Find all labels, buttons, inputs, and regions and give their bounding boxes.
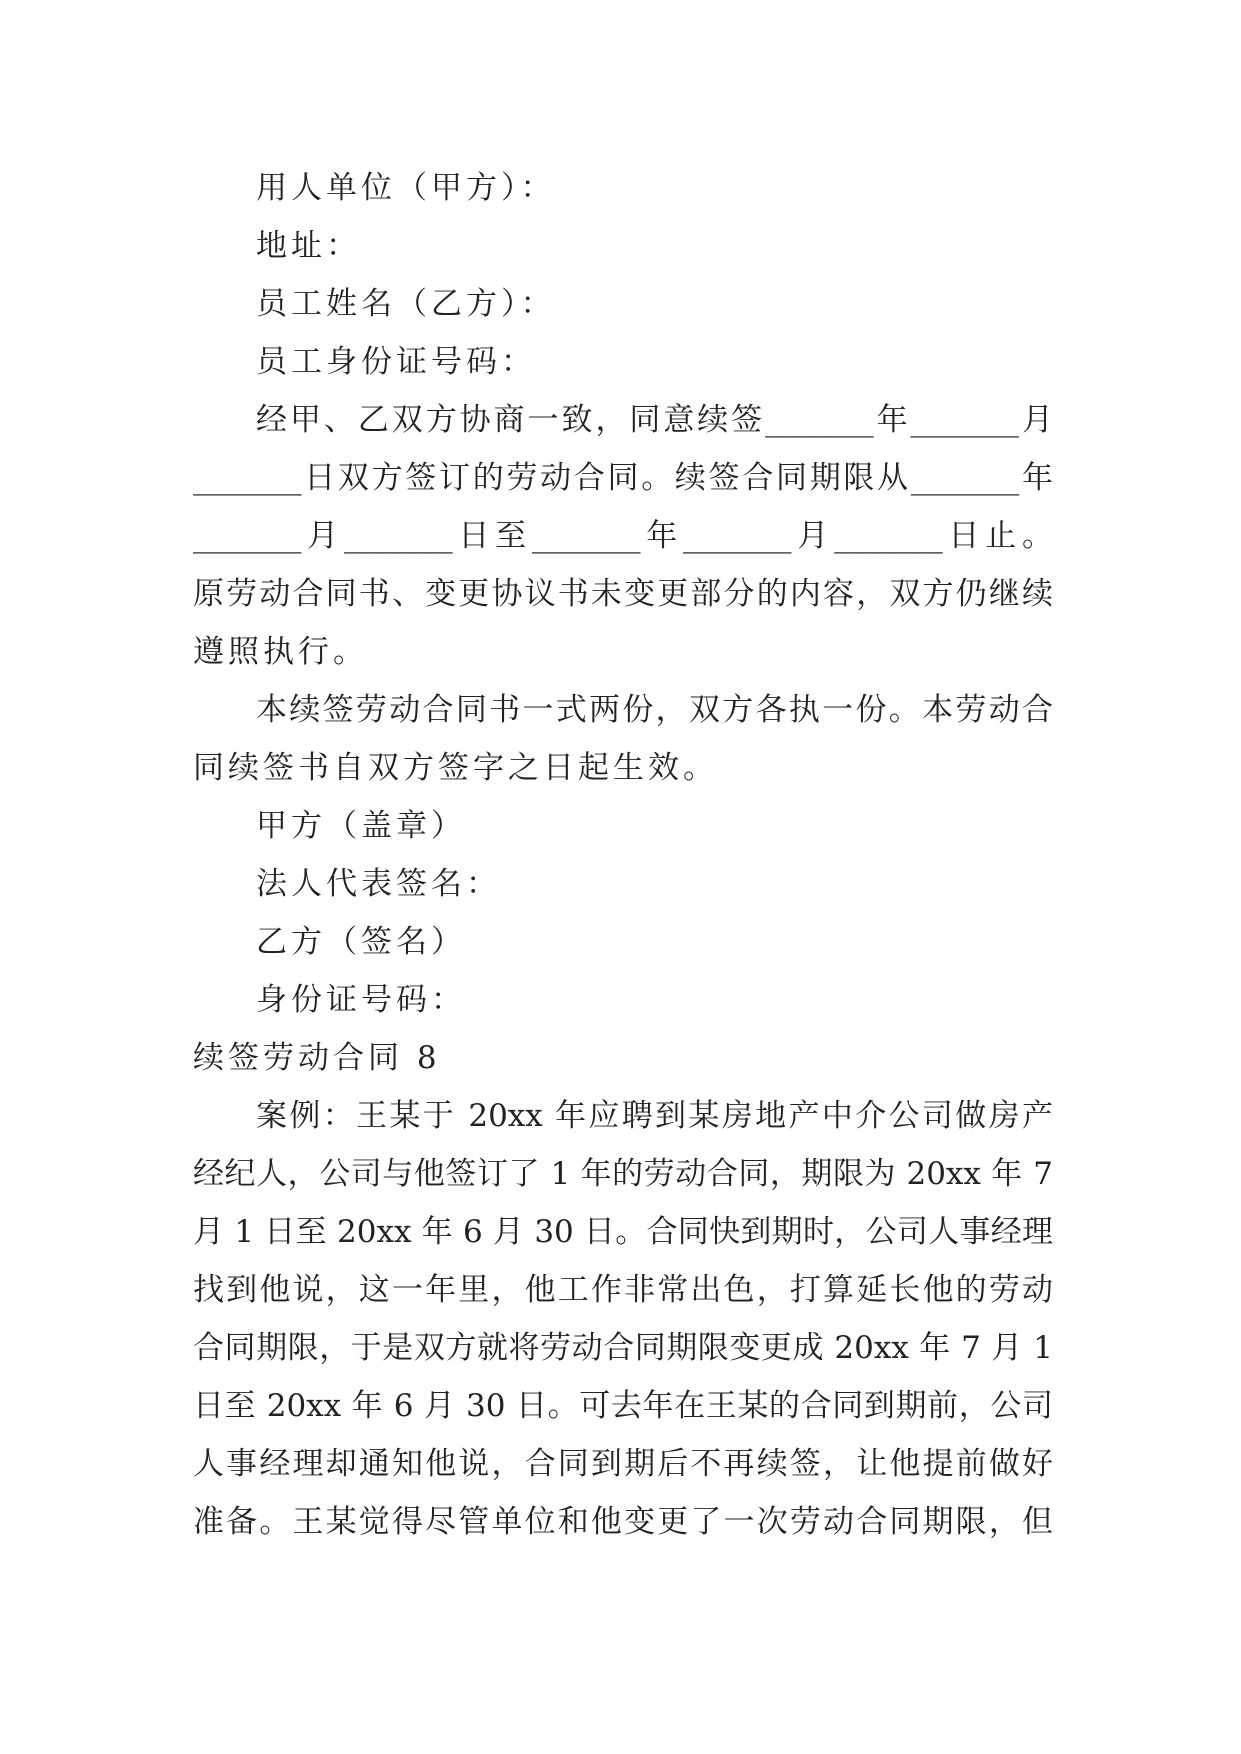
employee-id-field-label: 员工身份证号码： (256, 344, 536, 380)
case-paragraph-line-8: 准备。王某觉得尽管单位和他变更了一次劳动合同期限，但 (193, 1504, 1053, 1540)
renewal-paragraph-line-2: _______日双方签订的劳动合同。续签合同期限从_______年 (193, 460, 1053, 496)
case-paragraph-line-1: 案例：王某于 20xx 年应聘到某房地产中介公司做房产 (256, 1098, 1053, 1134)
party-b-signature-label: 乙方（签名） (256, 924, 466, 960)
party-a-seal-label: 甲方（盖章） (256, 808, 466, 844)
renewal-paragraph-line-1: 经甲、乙双方协商一致，同意续签_______年_______月 (256, 402, 1053, 438)
employee-name-field-label: 员工姓名（乙方）： (256, 286, 556, 322)
renewal-paragraph-line-4: 原劳动合同书、变更协议书未变更部分的内容，双方仍继续 (193, 576, 1053, 612)
document-body (193, 159, 1053, 1551)
section-heading: 续签劳动合同 8 (193, 1040, 441, 1076)
employer-field-label: 用人单位（甲方）： (256, 170, 556, 206)
renewal-paragraph-line-5: 遵照执行。 (193, 634, 368, 670)
renewal-paragraph-line-3: _______月_______日至_______年_______月_______日止。 (193, 518, 1053, 554)
case-paragraph-line-3: 月 1 日至 20xx 年 6 月 30 日。合同快到期时，公司人事经理 (193, 1214, 1053, 1250)
case-paragraph-line-4: 找到他说，这一年里，他工作非常出色，打算延长他的劳动 (193, 1272, 1053, 1308)
copies-paragraph-line-2: 同续签书自双方签字之日起生效。 (193, 750, 718, 786)
case-paragraph-line-5: 合同期限，于是双方就将劳动合同期限变更成 20xx 年 7 月 1 (193, 1330, 1053, 1366)
copies-paragraph-line-1: 本续签劳动合同书一式两份，双方各执一份。本劳动合 (256, 692, 1053, 728)
address-field-label: 地址： (256, 228, 361, 264)
legal-representative-signature-label: 法人代表签名： (256, 866, 501, 902)
case-paragraph-line-2: 经纪人，公司与他签订了 1 年的劳动合同，期限为 20xx 年 7 (193, 1156, 1053, 1192)
case-paragraph-line-7: 人事经理却通知他说，合同到期后不再续签，让他提前做好 (193, 1446, 1053, 1482)
case-paragraph-line-6: 日至 20xx 年 6 月 30 日。可去年在王某的合同到期前，公司 (193, 1388, 1053, 1424)
id-number-label: 身份证号码： (256, 982, 466, 1018)
